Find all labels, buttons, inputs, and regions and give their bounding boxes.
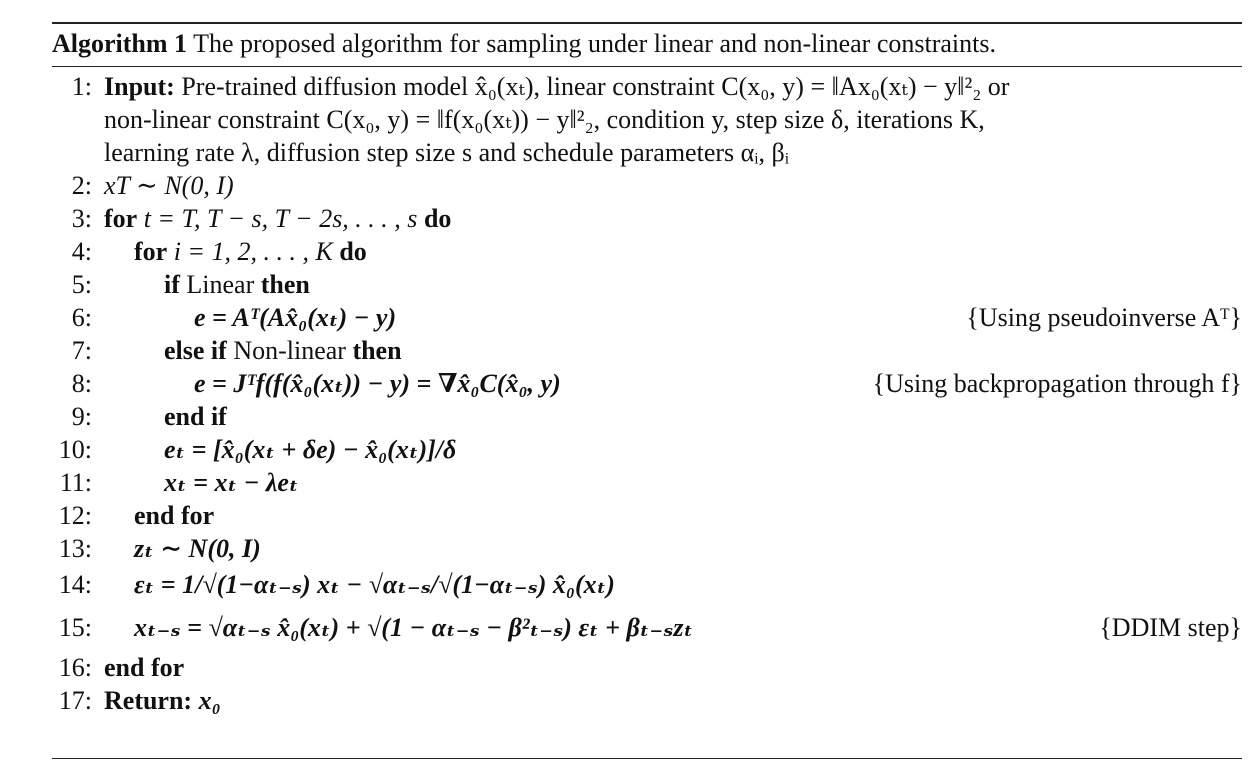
algo-line-3 <box>0 202 1255 235</box>
algo-line-15 <box>0 605 1255 651</box>
line-text: t = T, T − s, T − 2s, . . . , s <box>143 204 418 233</box>
line-number: 14: <box>58 570 92 599</box>
end-for-keyword: end for <box>134 501 215 530</box>
line-number: 12: <box>58 501 92 530</box>
line-number: 11: <box>59 468 92 497</box>
top-rule <box>52 22 1242 24</box>
algo-line-13 <box>0 532 1255 565</box>
algo-line-17 <box>0 684 1255 717</box>
algo-line-11 <box>0 466 1255 499</box>
line-number: 4: <box>71 237 92 266</box>
for-keyword: for <box>134 237 168 266</box>
line-number: 17: <box>58 686 92 715</box>
algo-line-1-cont <box>0 103 1255 136</box>
line-text: zₜ ∼ N(0, I) <box>134 534 261 563</box>
line-text: Non-linear <box>233 336 346 365</box>
end-for-keyword: end for <box>104 653 185 682</box>
line-text: e = Aᵀ(Ax̂₀(xₜ) − y) <box>194 303 397 332</box>
then-keyword: then <box>260 270 310 299</box>
caption-rule <box>52 66 1242 67</box>
line-comment: {DDIM step} <box>1099 613 1242 642</box>
do-keyword: do <box>423 204 452 233</box>
algo-line-4 <box>0 235 1255 268</box>
for-keyword: for <box>104 204 138 233</box>
line-text: xₜ₋ₛ = √αₜ₋ₛ x̂₀(xₜ) + √(1 − αₜ₋ₛ − β²ₜ₋ₛ) εₜ + βₜ₋ₛzₜ <box>134 613 694 642</box>
line-number: 15: <box>58 613 92 642</box>
line-number: 1: <box>71 72 92 101</box>
algo-line-16 <box>0 651 1255 684</box>
line-number: 7: <box>71 336 92 365</box>
bottom-rule <box>52 758 1242 759</box>
input-keyword: Input: <box>104 72 175 101</box>
line-number: 16: <box>58 653 92 682</box>
end-if-keyword: end if <box>164 402 227 431</box>
line-text: e = Jᵀf(f(x̂₀(xₜ)) − y) = ∇x̂₀C(x̂₀, y) <box>194 369 561 398</box>
caption-text: The proposed algorithm for sampling under linear and non-linear constraints. <box>193 29 996 58</box>
line-number: 5: <box>71 270 92 299</box>
algo-line-5 <box>0 268 1255 301</box>
algo-line-7 <box>0 334 1255 367</box>
line-text: x₀ <box>198 686 221 715</box>
line-text: xT ∼ N(0, I) <box>104 171 234 200</box>
input-text-a: Pre-trained diffusion model x̂₀(xₜ), linear constraint C(x₀, y) = ‖Ax₀(xₜ) − y‖²₂ or <box>181 72 1010 101</box>
caption-label: Algorithm 1 <box>52 29 188 58</box>
line-number: 2: <box>71 171 92 200</box>
line-text: xₜ = xₜ − λeₜ <box>164 468 299 497</box>
line-number: 3: <box>71 204 92 233</box>
algo-line-8 <box>0 367 1255 400</box>
line-text: eₜ = [x̂₀(xₜ + δe) − x̂₀(xₜ)]/δ <box>164 435 457 464</box>
input-text-b: non-linear constraint C(x₀, y) = ‖f(x₀(xₜ)) − y‖²₂, condition y, step size δ, iterations K, <box>104 105 985 134</box>
input-text-c: learning rate λ, diffusion step size s and schedule parameters αᵢ, βᵢ <box>104 138 789 167</box>
else-if-keyword: else if <box>164 336 227 365</box>
algo-line-1 <box>0 70 1255 103</box>
line-number: 10: <box>58 435 92 464</box>
line-comment: {Using backpropagation through f} <box>872 369 1242 398</box>
line-number: 8: <box>71 369 92 398</box>
return-keyword: Return: <box>104 686 193 715</box>
line-number: 6: <box>71 303 92 332</box>
then-keyword: then <box>352 336 402 365</box>
line-text: εₜ = 1/√(1−αₜ₋ₛ) xₜ − √αₜ₋ₛ/√(1−αₜ₋ₛ) x̂₀(xₜ) <box>134 570 615 599</box>
algo-line-2 <box>0 169 1255 202</box>
algo-line-12 <box>0 499 1255 532</box>
algo-line-9 <box>0 400 1255 433</box>
line-number: 9: <box>71 402 92 431</box>
line-number: 13: <box>58 534 92 563</box>
line-comment: {Using pseudoinverse Aᵀ} <box>966 303 1242 332</box>
algo-line-1-cont2 <box>0 136 1255 169</box>
line-text: i = 1, 2, . . . , K <box>173 237 333 266</box>
algo-line-14 <box>0 565 1255 605</box>
line-text: Linear <box>186 270 255 299</box>
if-keyword: if <box>164 270 180 299</box>
algo-line-10 <box>0 433 1255 466</box>
algorithm-caption <box>52 28 1242 60</box>
algorithm-body <box>0 70 1255 717</box>
do-keyword: do <box>339 237 367 266</box>
algo-line-6 <box>0 301 1255 334</box>
